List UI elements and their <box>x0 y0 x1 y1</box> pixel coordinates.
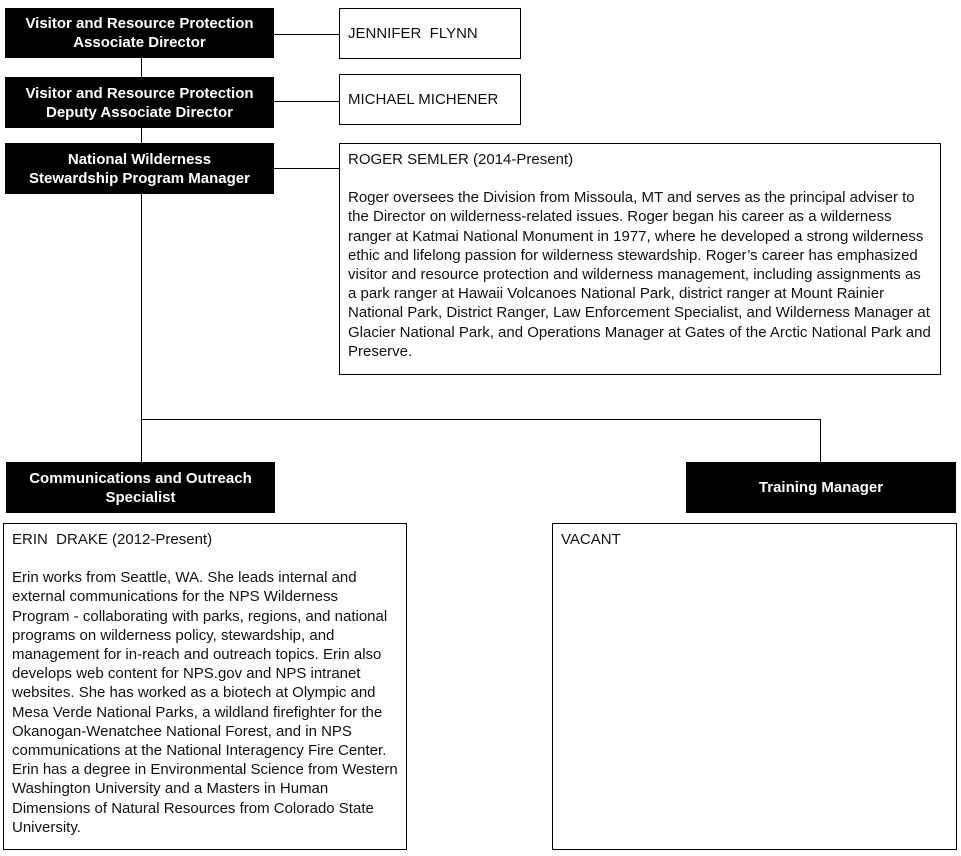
position-title-line: National Wilderness <box>67 150 212 168</box>
position-title-line: Visitor and Resource Protection <box>25 84 254 102</box>
position-title-line: Training Manager <box>758 479 884 496</box>
holder-box-associate-director <box>339 8 521 59</box>
position-title-line: Specialist <box>105 488 176 506</box>
position-deputy-associate-director <box>5 77 274 128</box>
position-title-line: Visitor and Resource Protection <box>25 15 254 32</box>
holder-name: ROGER SEMLER (2014-Present) <box>348 151 574 168</box>
position-title-line: Deputy Associate Director <box>45 103 233 121</box>
holder-name: VACANT <box>561 531 621 548</box>
holder-name: ERIN DRAKE (2012-Present) <box>12 531 213 548</box>
holder-bio: Erin works from Seattle, WA. She leads internal and external communications for the NPS Wilderness Program - collaborating with parks, regions, and national programs on wilderness policy, stewardship, and management for in-reach and outreach topics. Erin also develops web content for NPS.gov and NPS intranet websites. She has worked as a biotech at Olympic and Mesa Verde National Parks, a wildland firefighter for the Okanogan-Wenatchee National Forest, and in NPS communications at the National Interagency Fire Center. Erin has a degree in Environmental Science from Western Washington University and a Masters in Human Dimensions of Natural Resources from Colorado State University. <box>12 569 398 836</box>
connector-v-training <box>820 419 821 462</box>
connector-h-manager <box>274 168 339 169</box>
position-communications-specialist <box>6 462 275 513</box>
position-training-manager <box>686 462 956 513</box>
position-associate-director <box>5 8 274 58</box>
connector-h-deputy <box>274 101 339 102</box>
position-title-line: Stewardship Program Manager <box>29 169 250 187</box>
holder-bio: Roger oversees the Division from Missoula, MT and serves as the principal adviser to the Director on wilderness-related issues. Roger began his career as a wilderness ranger at Katmai National Monument in 1977, where he developed a strong wilderness ethic and lifelong passion for wilderness stewardship. Roger’s career has emphasized visitor and resource protection and wilderness management, including assignments as a park ranger at Hawaii Volcanoes National Park, district ranger at Mount Rainier National Park, District Ranger, Law Enforcement Specialist, and Wilderness Manager at Glacier National Park, and Operations Manager at Gates of the Arctic National Park and Preserve. <box>348 189 931 360</box>
holder-box-communications-specialist <box>3 523 407 850</box>
position-program-manager <box>5 143 274 194</box>
holder-box-deputy-associate-director <box>339 74 521 125</box>
holder-box-program-manager <box>339 143 941 375</box>
position-title-line: Associate Director <box>73 34 206 51</box>
holder-name: JENNIFER FLYNN <box>348 24 478 42</box>
position-title-line: Communications and Outreach <box>29 469 252 487</box>
connector-h-associate <box>274 34 339 35</box>
holder-box-training-manager <box>552 523 957 850</box>
connector-h-branch <box>141 419 821 420</box>
holder-name: MICHAEL MICHENER <box>348 90 499 108</box>
